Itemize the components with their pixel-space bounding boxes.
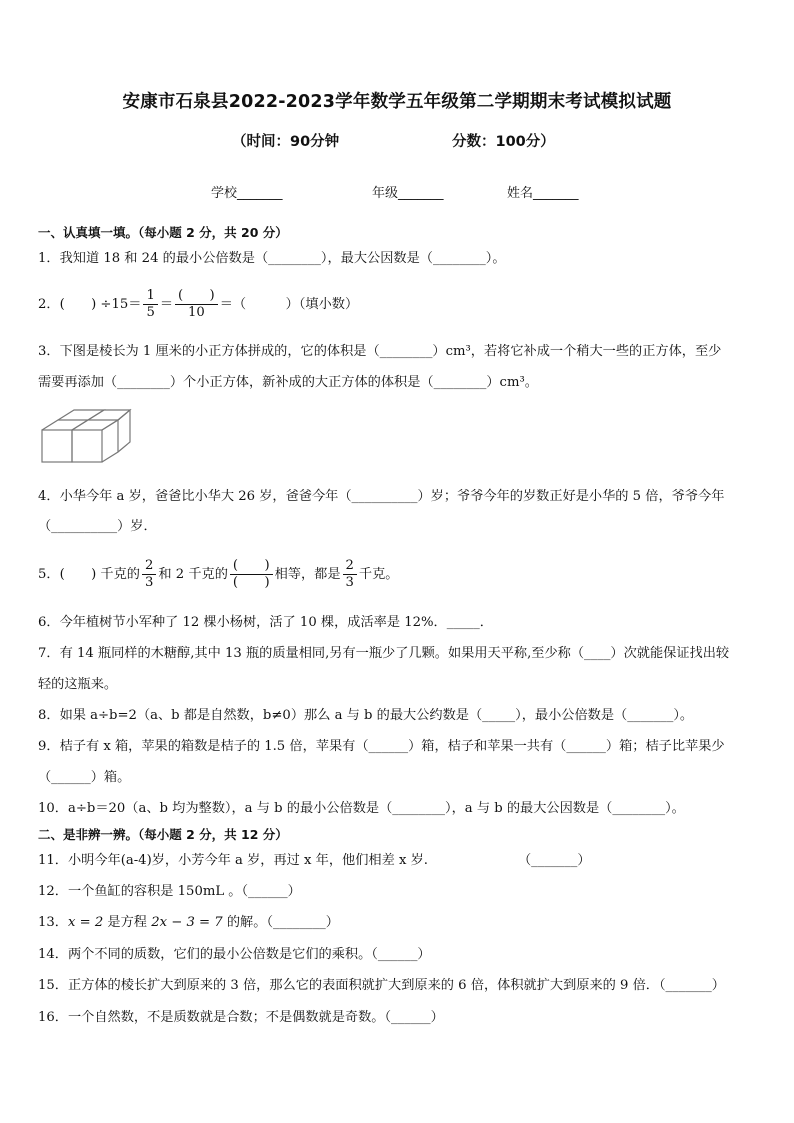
cube-front-right xyxy=(72,430,102,462)
question-13 xyxy=(38,914,339,932)
question-7-line-1: 7．有 14 瓶同样的木糖醇,其中 13 瓶的质量相同,另有一瓶少了几颗。如果用天平称,至少称（____）次就能保证找出较 xyxy=(38,646,730,661)
q5-frac3-num: 2 xyxy=(343,558,357,575)
q2-frac1-num: 1 xyxy=(143,288,157,305)
question-1: 1．我知道 18 和 24 的最小公倍数是（________），最大公因数是（________）。 xyxy=(38,251,506,266)
question-6: 6．今年植树节小军种了 12 棵小杨树，活了 10 棵，成活率是 12%．_____． xyxy=(38,615,493,630)
q2-frac2-den: 10 xyxy=(187,305,205,320)
cube-side xyxy=(102,420,118,462)
section-1-heading: 一、认真填一填。（每小题 2 分，共 20 分） xyxy=(38,225,288,240)
cube-back-side xyxy=(118,410,130,452)
question-9-line-1: 9．桔子有 x 箱，苹果的箱数是桔子的 1.5 倍，苹果有（______）箱，桔子和苹果一共有（______）箱；桔子比苹果少 xyxy=(38,739,725,754)
school-field[interactable]: 学校_______ xyxy=(211,186,283,201)
question-7-line-2: 轻的这瓶来。 xyxy=(38,677,118,692)
question-11 xyxy=(38,852,591,870)
question-2 xyxy=(38,288,358,322)
q5-suffix: 千克。 xyxy=(358,567,399,582)
score-label: 分数：100分） xyxy=(452,134,555,150)
q2-fraction-1 xyxy=(143,288,157,321)
q11-answer-blank[interactable]: （_______） xyxy=(518,853,591,868)
q5-fraction-1 xyxy=(142,558,156,591)
question-3-line-1: 3．下图是棱长为 1 厘米的小正方体拼成的，它的体积是（________）cm³，若将它补成一个稍大一些的正方体，至少 xyxy=(38,344,722,359)
q5-fraction-3 xyxy=(343,558,357,591)
question-5 xyxy=(38,558,398,592)
q13-mid: 是方程 xyxy=(103,915,152,930)
q5-frac2-num[interactable]: ( ) xyxy=(230,558,273,575)
cube-front-left xyxy=(42,430,72,462)
q5-mid2: 相等，都是 xyxy=(274,567,341,582)
question-9-line-2: （______）箱。 xyxy=(38,770,131,785)
grade-field[interactable]: 年级_______ xyxy=(372,186,444,201)
q5-frac1-num: 2 xyxy=(142,558,156,575)
q11-text: 11．小明今年(a-4)岁，小芳今年 a 岁，再过 x 年，他们相差 x 岁. xyxy=(38,853,428,868)
q13-suffix: 的解。（________） xyxy=(222,915,339,930)
q2-fraction-2 xyxy=(175,288,218,321)
question-14: 14．两个不同的质数，它们的最小公倍数是它们的乘积。（______） xyxy=(38,947,431,962)
q2-frac1-den: 5 xyxy=(146,305,155,320)
q5-fraction-2 xyxy=(230,558,273,591)
question-8: 8．如果 a÷b=2（a、b 都是自然数，b≠0）那么 a 与 b 的最大公约数是（_____），最小公倍数是（_______）。 xyxy=(38,708,694,723)
q2-suffix: ＝（ ）（填小数） xyxy=(219,297,359,312)
exam-meta xyxy=(232,130,555,151)
q5-frac2-den[interactable]: ( ) xyxy=(232,575,270,590)
time-label: （时间：90分钟 xyxy=(232,134,340,150)
q2-prefix: 2．( ) ÷15＝ xyxy=(38,297,142,312)
q2-frac2-num[interactable]: ( ) xyxy=(175,288,218,305)
question-10: 10．a÷b＝20（a、b 均为整数），a 与 b 的最小公倍数是（________），a 与 b 的最大公因数是（________）。 xyxy=(38,801,685,816)
q13-equation-1: x = 2 xyxy=(67,915,104,930)
page-title: 安康市石泉县2022-2023学年数学五年级第二学期期末考试模拟试题 xyxy=(122,92,672,112)
q5-prefix: 5．( ) 千克的 xyxy=(38,567,140,582)
q5-frac3-den: 3 xyxy=(345,575,354,590)
question-4-line-1: 4．小华今年 a 岁，爸爸比小华大 26 岁，爸爸今年（__________）岁；爷爷今年的岁数正好是小华的 5 倍，爷爷今年 xyxy=(38,489,725,504)
cube-figure xyxy=(38,408,134,474)
q13-equation-2: 2x − 3 = 7 xyxy=(151,915,223,930)
q2-equals: ＝ xyxy=(159,297,174,312)
question-12: 12．一个鱼缸的容积是 150mL 。（______） xyxy=(38,884,301,899)
q13-prefix: 13． xyxy=(38,915,68,930)
question-3-line-2: 需要再添加（________）个小正方体，新补成的大正方体的体积是（________）cm³。 xyxy=(38,375,538,390)
name-field[interactable]: 姓名_______ xyxy=(507,186,579,201)
question-4-line-2: （__________）岁． xyxy=(38,519,157,534)
question-15: 15．正方体的棱长扩大到原来的 3 倍，那么它的表面积就扩大到原来的 6 倍，体积就扩大到原来的 9 倍．（_______） xyxy=(38,978,725,993)
section-2-heading: 二、是非辨一辨。（每小题 2 分，共 12 分） xyxy=(38,827,288,842)
question-16: 16．一个自然数，不是质数就是合数；不是偶数就是奇数。（______） xyxy=(38,1010,444,1025)
q5-mid: 和 2 千克的 xyxy=(158,567,228,582)
q5-frac1-den: 3 xyxy=(145,575,154,590)
